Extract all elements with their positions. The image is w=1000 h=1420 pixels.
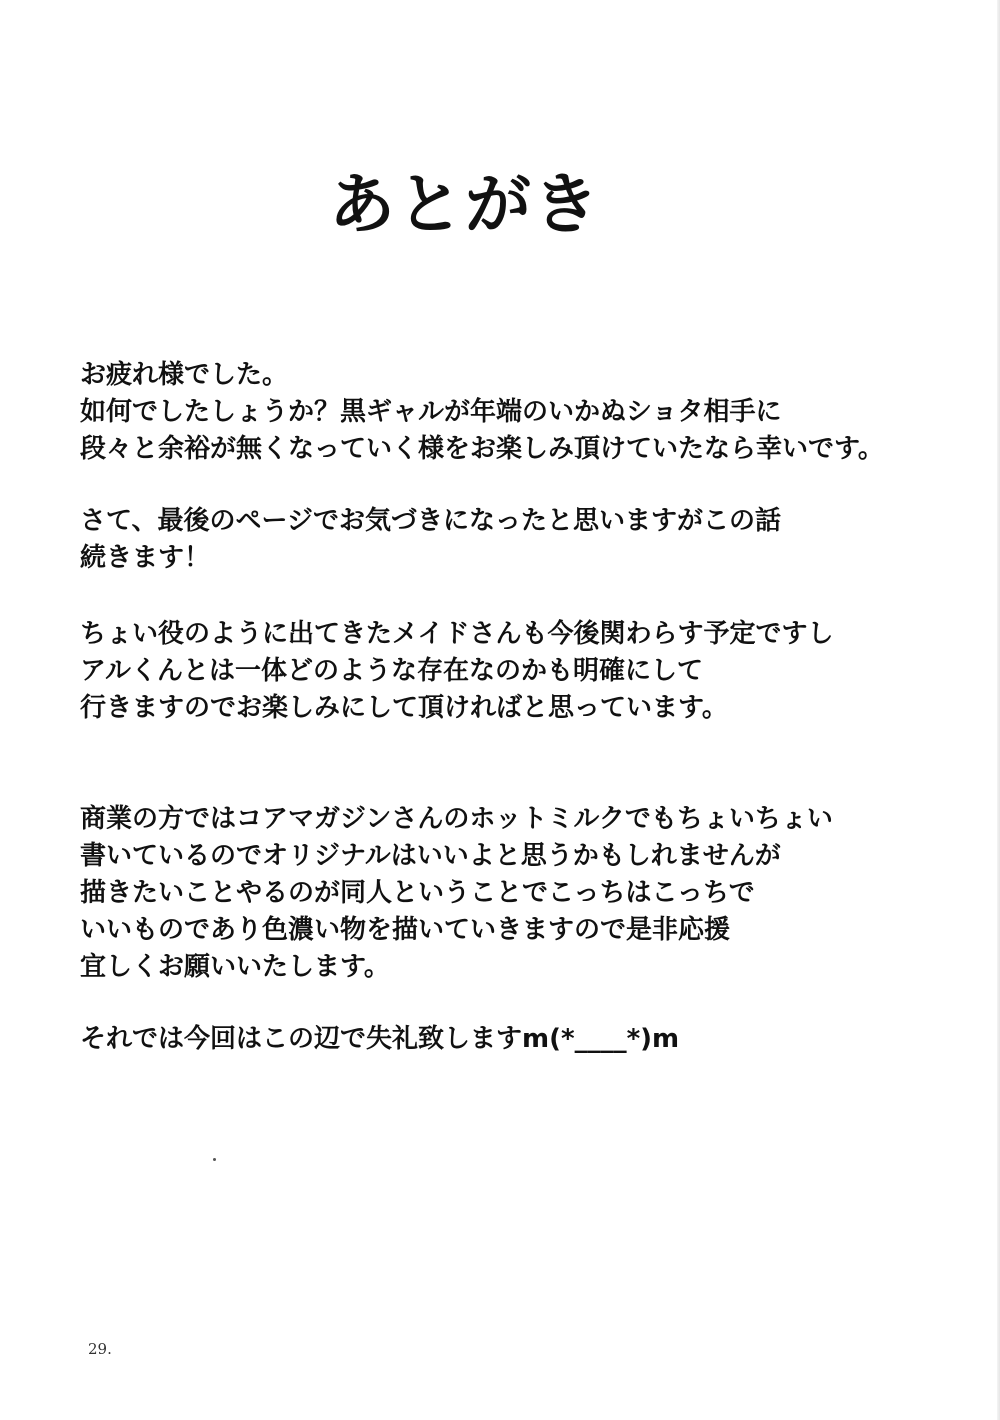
paragraph-commercial	[80, 801, 900, 986]
text-line: 如何でしたしょうか？黒ギャルが年端のいかぬショタ相手に	[80, 397, 782, 427]
paragraph-closing	[80, 1021, 900, 1058]
text-line: ちょい役のように出てきたメイドさんも今後関わらす予定ですし	[80, 619, 834, 649]
paragraph-greeting	[80, 357, 900, 468]
text-line: 宜しくお願いいたします。	[80, 952, 390, 982]
paragraph-continuation	[80, 503, 900, 577]
text-line: お疲れ様でした。	[80, 360, 289, 390]
speck-mark	[213, 1158, 216, 1161]
text-line: 描きたいことやるのが同人ということでこっちはこっちで	[80, 878, 755, 908]
text-line: それでは今回はこの辺で失礼致しますm(*____*)m	[80, 1024, 680, 1054]
text-line: 商業の方ではコアマガジンさんのホットミルクでもちょいちょい	[80, 804, 833, 834]
page-number: 29.	[88, 1340, 112, 1358]
text-line: 行きますのでお楽しみにして頂ければと思っています。	[80, 693, 728, 723]
text-line: さて、最後のページでお気づきになったと思いますがこの話	[80, 506, 781, 536]
page-title: あとがき	[329, 166, 601, 243]
text-line: 段々と余裕が無くなっていく様をお楽しみ頂けていたなら幸いです。	[80, 434, 884, 464]
text-line: 書いているのでオリジナルはいいよと思うかもしれませんが	[80, 841, 781, 871]
text-line: 続きます！	[80, 543, 211, 573]
paragraph-plans	[80, 616, 900, 727]
text-line: いいものであり色濃い物を描いていきますので是非応援	[80, 915, 731, 945]
text-line: アルくんとは一体どのような存在なのかも明確にして	[80, 656, 703, 686]
